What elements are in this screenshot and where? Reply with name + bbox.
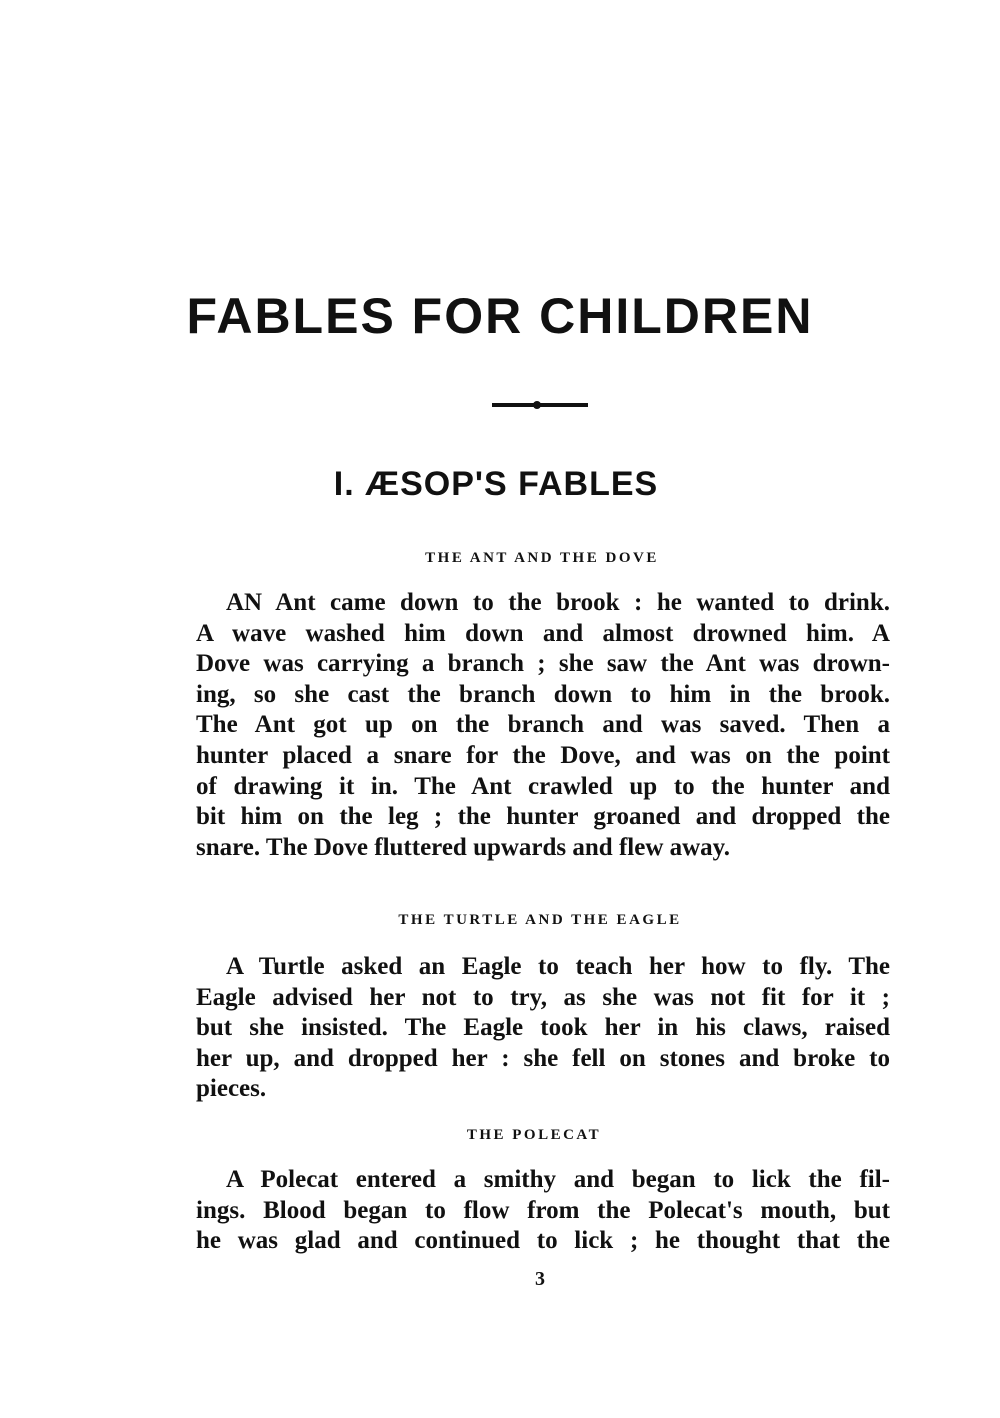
text-line: Dove was carrying a branch ; she saw the Ant was drown-: [196, 650, 890, 678]
text-line: snare. The Dove fluttered upwards and flew away.: [196, 833, 731, 861]
text-line: pieces.: [196, 1075, 267, 1103]
text-line: The Ant got up on the branch and was saved. Then a: [196, 711, 890, 739]
fable-title-ant-and-dove: THE ANT AND THE DOVE: [425, 550, 659, 566]
text-line: Eagle advised her not to try, as she was not fit for it ;: [196, 983, 890, 1011]
text-line: of drawing it in. The Ant crawled up to the hunter and: [196, 772, 890, 800]
text-line: but she insisted. The Eagle took her in his claws, raised: [196, 1014, 890, 1042]
book-title: FABLES FOR CHILDREN: [186, 288, 814, 344]
text-line: he was glad and continued to lick ; he thought that the: [196, 1227, 890, 1255]
text-line: AN Ant came down to the brook : he wanted to drink.: [226, 589, 890, 616]
fable-text-ant-and-dove: [196, 588, 890, 863]
fable-title-polecat: THE POLECAT: [466, 1127, 602, 1143]
text-line: A Polecat entered a smithy and began to lick the fil-: [226, 1166, 890, 1193]
fable-text-polecat: [196, 1165, 890, 1257]
page-number: 3: [535, 1268, 545, 1290]
text-line: bit him on the leg ; the hunter groaned and dropped the: [196, 803, 890, 831]
fable-title-turtle-and-eagle: THE TURTLE AND THE EAGLE: [398, 912, 682, 928]
text-line: A Turtle asked an Eagle to teach her how to fly. The: [226, 953, 890, 980]
text-line: ing, so she cast the branch down to him in the brook.: [196, 680, 890, 708]
text-line: hunter placed a snare for the Dove, and was on the point: [196, 741, 890, 769]
text-line: her up, and dropped her : she fell on stones and broke to: [196, 1044, 890, 1072]
text-line: ings. Blood began to flow from the Polecat's mouth, but: [196, 1196, 890, 1224]
section-title: I. ÆSOP'S FABLES: [333, 465, 659, 503]
text-line: A wave washed him down and almost drowned him. A: [196, 619, 890, 647]
ornament-dot: [533, 401, 541, 409]
fable-text-turtle-and-eagle: [196, 952, 890, 1105]
